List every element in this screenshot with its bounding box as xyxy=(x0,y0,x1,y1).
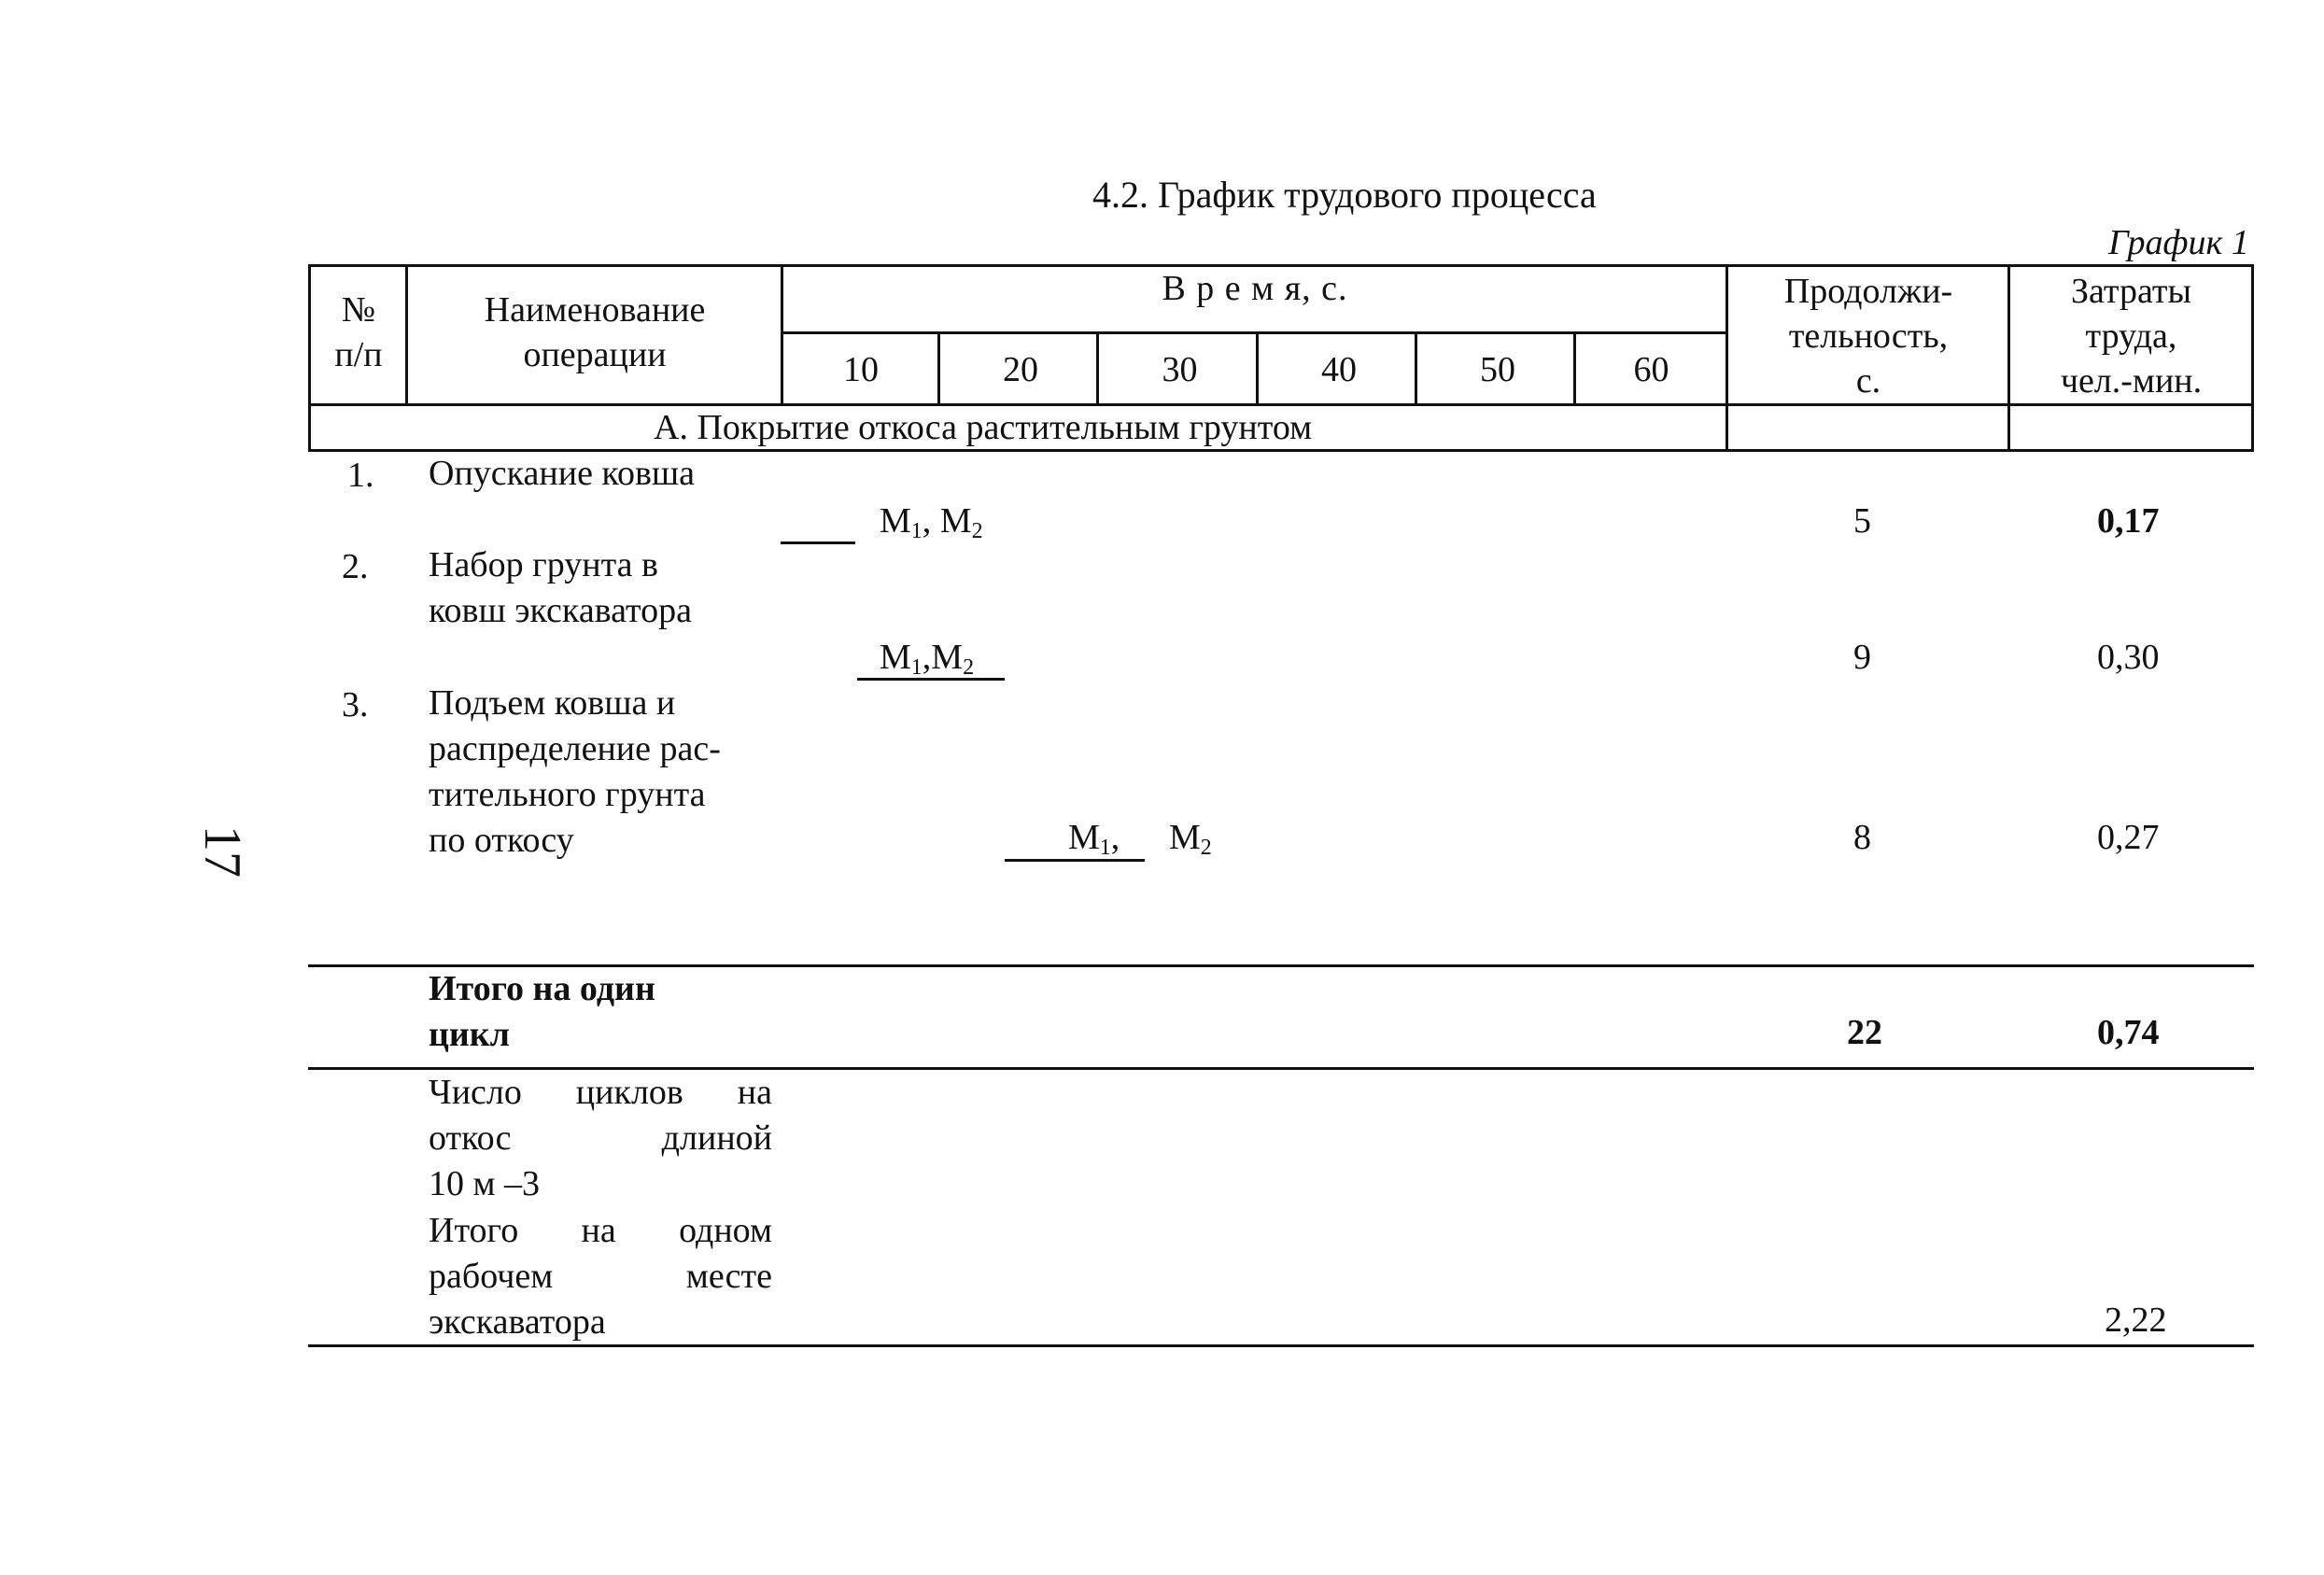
tick-40: 40 xyxy=(1321,350,1357,389)
row-number: 3. xyxy=(342,685,369,724)
graph-label: График 1 xyxy=(2108,223,2249,262)
duration-value: 5 xyxy=(1853,501,1871,541)
workplace-labor: 2,22 xyxy=(2105,1301,2167,1340)
header-labor: Затраты труда, чел.-мин. xyxy=(2060,272,2203,401)
bottom-rule xyxy=(308,1344,2254,1347)
tick-20: 20 xyxy=(1003,350,1038,389)
duration-value: 9 xyxy=(1853,638,1871,677)
header-duration: Продолжи- тельность, с. xyxy=(1783,272,1953,401)
total-duration: 22 xyxy=(1847,1013,1882,1052)
operation-name: Набор грунта в ковш экскаватора xyxy=(429,545,692,630)
header-operation: Наименование операции xyxy=(484,290,706,374)
workplace-text: Итого на одном рабочем месте экскаватора xyxy=(429,1211,772,1342)
tick-60: 60 xyxy=(1633,350,1669,389)
section-title: А. Покрытие откоса растительным грунтом xyxy=(654,408,1313,447)
labor-value: 0,27 xyxy=(2097,818,2160,857)
row-number: 2. xyxy=(342,547,369,586)
tick-30: 30 xyxy=(1162,350,1198,389)
worker-label-b: $M_2$ xyxy=(1169,818,1212,860)
total-labor: 0,74 xyxy=(2097,1013,2160,1052)
worker-label: $M_1,M_2$ xyxy=(880,638,975,680)
page-title: 4.2. График трудового процесса xyxy=(1092,174,1597,216)
worker-label-a: $M_1$, xyxy=(1068,818,1120,860)
labor-value: 0,30 xyxy=(2097,638,2160,677)
labor-value: 0,17 xyxy=(2097,501,2160,541)
header-num: № п/п xyxy=(334,290,383,374)
total-label: Итого на один цикл xyxy=(429,969,655,1054)
tick-50: 50 xyxy=(1480,350,1515,389)
duration-value: 8 xyxy=(1853,818,1871,857)
operation-name: Опускание ковша xyxy=(429,454,696,493)
header-time: В р е м я, с. xyxy=(1162,269,1348,308)
time-bar xyxy=(781,541,855,544)
row-number: 1. xyxy=(347,456,374,495)
tick-10: 10 xyxy=(843,350,879,389)
worker-label: $M_1$, $M_2$ xyxy=(880,501,983,543)
cycles-text: Число циклов на откос длиной 10 м –3 xyxy=(429,1073,772,1203)
operation-name: Подъем ковша и распределение рас- тительного грунта по откосу xyxy=(429,683,721,860)
page-number: 17 xyxy=(193,825,251,878)
